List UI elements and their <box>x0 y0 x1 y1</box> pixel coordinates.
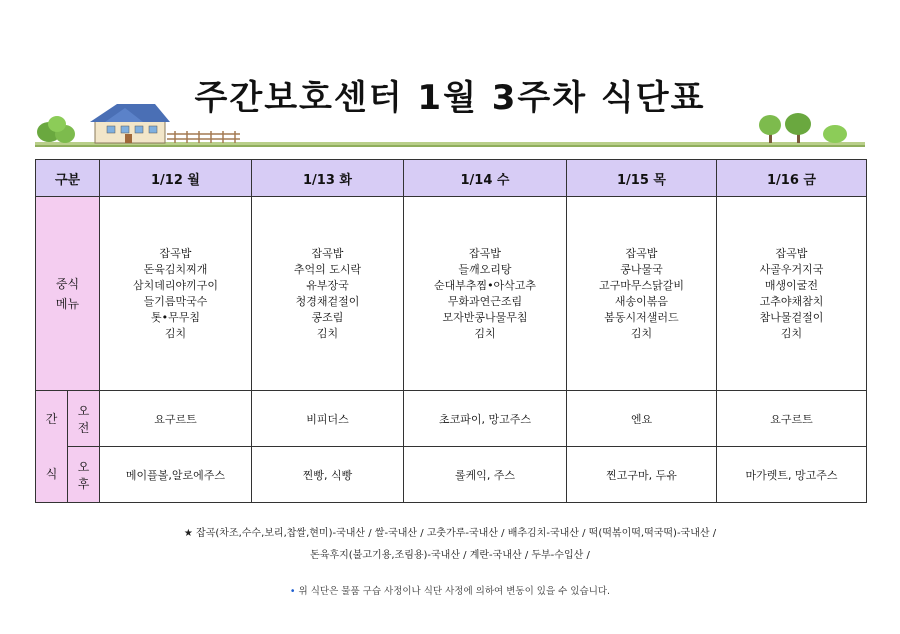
menu-item: 청경채겉절이 <box>295 294 360 308</box>
menu-item: 모자반콩나물무침 <box>442 310 528 324</box>
footnote-line2: 돈육후지(불고기용,조림용)-국내산 / 계란-국내산 / 두부-수입산 / <box>310 550 590 561</box>
lunch-cell-thu <box>567 197 717 391</box>
fence-icon <box>167 131 240 143</box>
menu-item: 들깨오리탕 <box>458 262 512 276</box>
menu-item: 고추야채참치 <box>759 294 824 308</box>
lunch-label-line1: 중식 <box>55 276 80 291</box>
lunch-label <box>36 197 100 391</box>
snack-pm-fri: 마가렛트, 망고주스 <box>717 447 867 503</box>
footnote-line1: ★ 잡곡(차조,수수,보리,찹쌀,현미)-국내산 / 쌀-국내산 / 고춧가루-국내산 / 배추김치-국내산 / 떡(떡볶이떡,떡국떡)-국내산 / <box>183 528 717 539</box>
snack-am-label <box>68 391 100 447</box>
day-header-wed: 1/14 수 <box>404 160 567 197</box>
menu-item: 돈육김치찌개 <box>143 262 208 276</box>
menu-item: 추억의 도시락 <box>293 262 362 276</box>
menu-item: 봄동시저샐러드 <box>604 310 679 324</box>
menu-item: 잡곡밥 <box>775 246 808 260</box>
menu-item: 김치 <box>164 326 187 340</box>
snack-am-thu: 엔요 <box>567 391 717 447</box>
notice-text: 위 식단은 물품 구습 사정이나 식단 사정에 의하여 변동이 있을 수 있습니다. <box>298 586 611 597</box>
pm-label-char1: 오 <box>77 459 90 474</box>
snack-am-fri: 요구르트 <box>717 391 867 447</box>
menu-item: 톳•무무침 <box>151 310 200 324</box>
lunch-cell-tue <box>252 197 404 391</box>
menu-item: 잡곡밥 <box>625 246 658 260</box>
snack-label-char2: 식 <box>45 466 58 481</box>
snack-am-tue: 비피더스 <box>252 391 404 447</box>
menu-item: 들기름막국수 <box>143 294 208 308</box>
house-icon <box>90 104 170 143</box>
page-title: 주간보호센터 1월 3주차 식단표 <box>194 78 706 118</box>
lunch-cell-wed <box>404 197 567 391</box>
snack-label-char1: 간 <box>45 411 58 426</box>
snack-am-row <box>36 391 867 447</box>
menu-item: 김치 <box>316 326 339 340</box>
trees-right-icon <box>759 113 847 143</box>
header-row <box>36 160 867 197</box>
pm-label-char2: 후 <box>77 476 90 491</box>
am-label-char2: 전 <box>77 420 90 435</box>
snack-pm-label <box>68 447 100 503</box>
lunch-label-line2: 메뉴 <box>55 296 80 311</box>
menu-item: 김치 <box>780 326 803 340</box>
day-header-mon: 1/12 월 <box>100 160 252 197</box>
bullet-icon: • <box>289 586 296 597</box>
category-header: 구분 <box>36 160 100 197</box>
menu-item: 고구마무스닭갈비 <box>598 278 684 292</box>
origin-footnote <box>0 523 900 567</box>
snack-pm-wed: 롤케익, 주스 <box>404 447 567 503</box>
snack-pm-tue: 찐빵, 식빵 <box>252 447 404 503</box>
menu-item: 김치 <box>474 326 496 340</box>
menu-item: 무화과연근조림 <box>447 294 523 308</box>
day-header-tue: 1/13 화 <box>252 160 404 197</box>
menu-item: 삼치데리야끼구이 <box>132 278 218 292</box>
menu-table <box>35 159 867 503</box>
snack-pm-mon: 메이플볼,알로에주스 <box>100 447 252 503</box>
snack-am-wed: 초코파이, 망고주스 <box>404 391 567 447</box>
day-header-fri: 1/16 금 <box>717 160 867 197</box>
menu-item: 사골우거지국 <box>759 262 824 276</box>
menu-item: 잡곡밥 <box>159 246 192 260</box>
menu-item: 잡곡밥 <box>311 246 344 260</box>
snack-label <box>36 391 68 503</box>
snack-pm-thu: 찐고구마, 두유 <box>567 447 717 503</box>
menu-item: 콩나물국 <box>620 262 663 276</box>
am-label-char1: 오 <box>77 403 90 418</box>
menu-item: 김치 <box>630 326 653 340</box>
menu-item: 유부장국 <box>306 278 349 292</box>
house-illustration <box>35 100 865 150</box>
menu-item: 순대부추찜•아삭고추 <box>433 278 537 292</box>
bush-left-icon <box>37 116 75 143</box>
menu-item: 매생이굴전 <box>764 278 819 292</box>
menu-item: 잡곡밥 <box>469 246 501 260</box>
menu-item: 새송이볶음 <box>614 294 669 308</box>
day-header-thu: 1/15 목 <box>567 160 717 197</box>
menu-item: 콩조림 <box>311 310 344 324</box>
menu-item: 참나물겉절이 <box>759 310 824 324</box>
lunch-cell-mon <box>100 197 252 391</box>
lunch-row <box>36 197 867 391</box>
lunch-cell-fri <box>717 197 867 391</box>
snack-pm-row <box>36 447 867 503</box>
snack-am-mon: 요구르트 <box>100 391 252 447</box>
change-notice <box>0 583 900 597</box>
